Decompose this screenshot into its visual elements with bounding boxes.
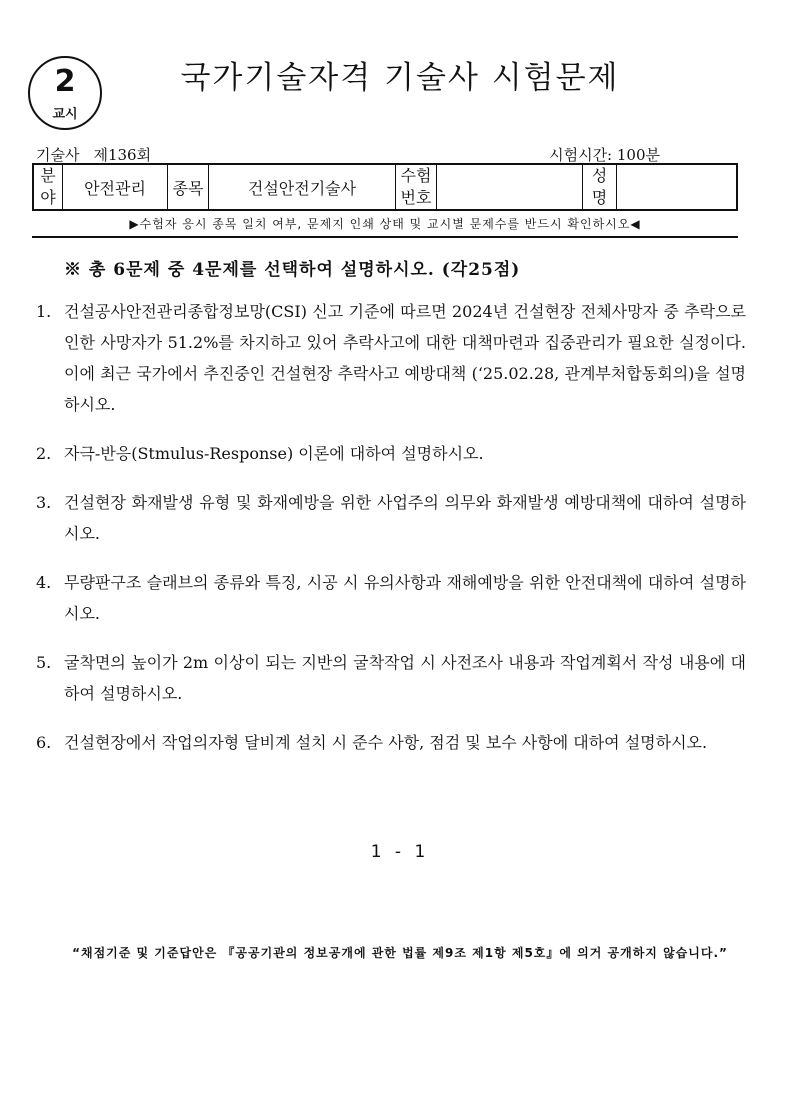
instruction: ※ 총 6문제 중 4문제를 선택하여 설명하시오. (각25점)	[64, 260, 521, 280]
exam-no-label-cell	[396, 164, 437, 210]
field-value: 안전관리	[63, 164, 168, 210]
exam-no-value[interactable]	[437, 164, 583, 210]
question-text: 굴착면의 높이가 2m 이상이 되는 지반의 굴착작업 시 사전조사 내용과 작업계획서 작성 내용에 대하여 설명하시오.	[64, 653, 746, 703]
question-item	[36, 647, 746, 709]
exam-type: 기술사	[36, 146, 80, 164]
question-text: 건설현장 화재발생 유형 및 화재예방을 위한 사업주의 의무와 화재발생 예방대책에 대하여 설명하시오.	[64, 493, 746, 543]
notice: ▶수험자 응시 종목 일치 여부, 문제지 인쇄 상태 및 교시별 문제수를 반드시 확인하시오◀	[32, 212, 738, 238]
field-label-1: 분	[40, 166, 56, 185]
page-number: 1 - 1	[370, 842, 430, 862]
category-label: 종목	[168, 164, 209, 210]
question-number: 5.	[36, 653, 52, 672]
question-number: 4.	[36, 573, 52, 592]
question-number: 2.	[36, 444, 52, 463]
exam-round: 제136회	[93, 146, 152, 164]
page-title: 국가기술자격 기술사 시험문제	[180, 60, 620, 96]
session-number: 2	[54, 64, 76, 99]
exam-meta	[36, 144, 151, 165]
exam-time: 시험시간: 100분	[549, 146, 660, 164]
question-text: 건설공사안전관리종합정보망(CSI) 신고 기준에 따르면 2024년 건설현장 전체사망자 중 추락으로 인한 사망자가 51.2%를 차지하고 있어 추락사고에 대한 대책마련과 집중관리가 필요한 실정이다. 이에 최근 국가에서 추진중인 건설현장 추락사고 예방대책 (‘25.02.28, 관계부처합동회의)을 설명하시오.	[64, 302, 746, 414]
question-item	[36, 296, 746, 420]
question-number: 3.	[36, 493, 52, 512]
session-badge	[28, 56, 102, 130]
question-text: 자극-반응(Stmulus-Response) 이론에 대하여 설명하시오.	[64, 444, 484, 463]
exam-no-label-1: 수험	[400, 166, 432, 185]
question-item	[36, 487, 746, 549]
question-text: 건설현장에서 작업의자형 달비계 설치 시 준수 사항, 점검 및 보수 사항에 대하여 설명하시오.	[64, 733, 708, 752]
question-list	[36, 296, 746, 758]
info-table	[32, 163, 738, 211]
field-label-cell	[33, 164, 63, 210]
category-value: 건설안전기술사	[209, 164, 396, 210]
question-number: 6.	[36, 733, 52, 752]
question-item	[36, 567, 746, 629]
name-label-cell	[583, 164, 617, 210]
question-item	[36, 438, 746, 469]
field-label-2: 야	[40, 188, 56, 207]
footer-note: “채점기준 및 기준답안은 『공공기관의 정보공개에 관한 법률 제9조 제1항 제5호』에 의거 공개하지 않습니다.”	[72, 946, 728, 960]
question-number: 1.	[36, 302, 52, 321]
question-item	[36, 727, 746, 758]
question-text: 무량판구조 슬래브의 종류와 특징, 시공 시 유의사항과 재해예방을 위한 안전대책에 대하여 설명하시오.	[64, 573, 746, 623]
exam-no-label-2: 번호	[400, 188, 432, 207]
name-label-2: 명	[591, 188, 608, 207]
name-value[interactable]	[617, 164, 738, 210]
name-label-1: 성	[591, 166, 608, 185]
session-label: 교시	[52, 107, 78, 122]
